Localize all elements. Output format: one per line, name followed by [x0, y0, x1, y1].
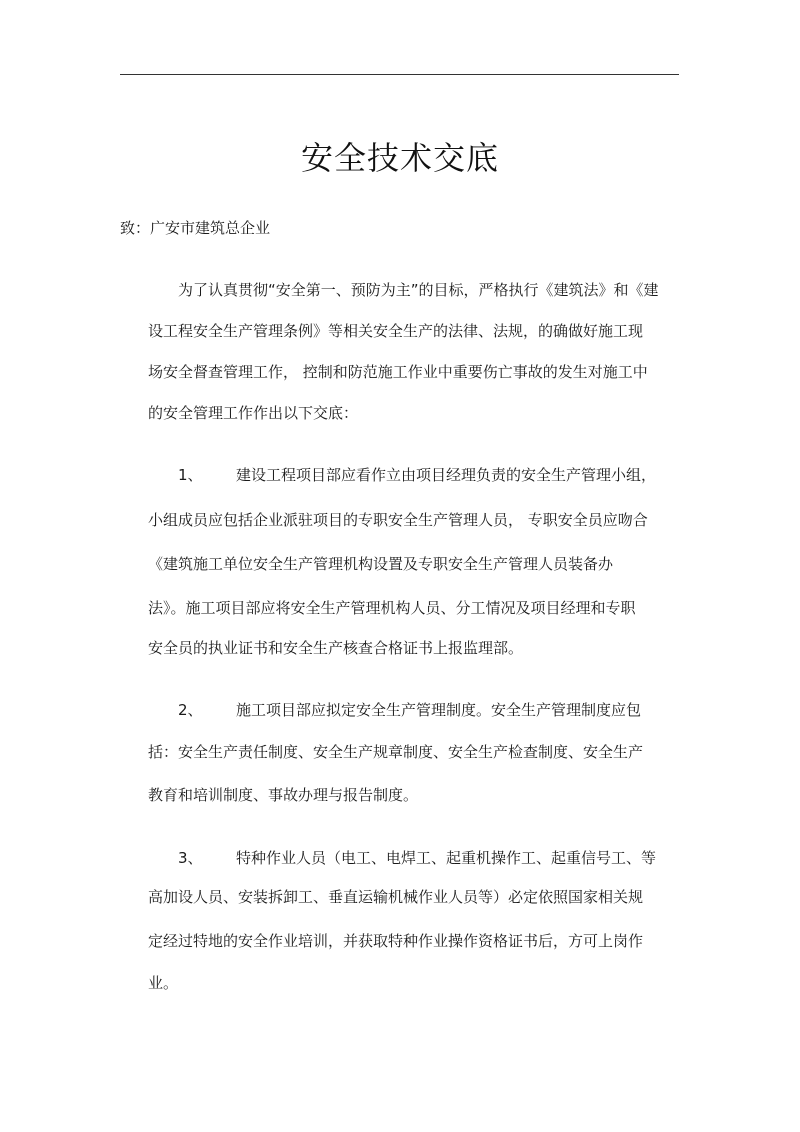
intro-line: 为了认真贯彻“安全第一、预防为主”的目标，严格执行《建筑法》和《建: [178, 281, 659, 299]
item-text: 施工项目部应拟定安全生产管理制度。安全生产管理制度应包: [236, 701, 642, 719]
item-line: 定经过特地的安全作业培训，并获取特种作业操作资格证书后，方可上岗作: [148, 932, 644, 950]
item-number: 1、: [178, 466, 203, 484]
item-first-line: [178, 464, 656, 486]
item-line: 《建筑施工单位安全生产管理机构设置及专职安全生产管理人员装备办: [148, 555, 614, 573]
item-first-line: [178, 699, 641, 721]
item-number: 2、: [178, 701, 203, 719]
intro-line: 场安全督查管理工作， 控制和防范施工作业中重要伤亡事故的发生对施工中: [148, 363, 648, 381]
item-line: 高加设人员、安装拆卸工、垂直运输机械作业人员等）必定依照国家相关规: [148, 888, 644, 906]
document-title: 安全技术交底: [300, 139, 499, 177]
item-line: 教育和培训制度、事故办理与报告制度。: [148, 786, 419, 804]
item-first-line: [178, 847, 656, 869]
item-line: 法》。施工项目部应将安全生产管理机构人员、分工情况及项目经理和专职: [148, 599, 636, 617]
intro-line: 的安全管理工作作出以下交底：: [148, 404, 359, 422]
item-line: 小组成员应包括企业派驻项目的专职安全生产管理人员， 专职安全员应吻合: [148, 511, 648, 529]
item-text: 特种作业人员（电工、电焊工、起重机操作工、起重信号工、等: [236, 849, 657, 867]
item-line: 括：安全生产责任制度、安全生产规章制度、安全生产检查制度、安全生产: [148, 743, 644, 761]
intro-line: 设工程安全生产管理条例》等相关安全生产的法律、法规，的确做好施工现: [148, 322, 644, 340]
item-line: 安全员的执业证书和安全生产核查合格证书上报监理部。: [148, 639, 524, 657]
item-line: 业。: [148, 974, 179, 992]
item-number: 3、: [178, 849, 203, 867]
header-rule: [120, 74, 679, 75]
addressee: 致：广安市建筑总企业: [120, 219, 271, 237]
item-text: 建设工程项目部应看作立由项目经理负责的安全生产管理小组，: [236, 466, 657, 484]
